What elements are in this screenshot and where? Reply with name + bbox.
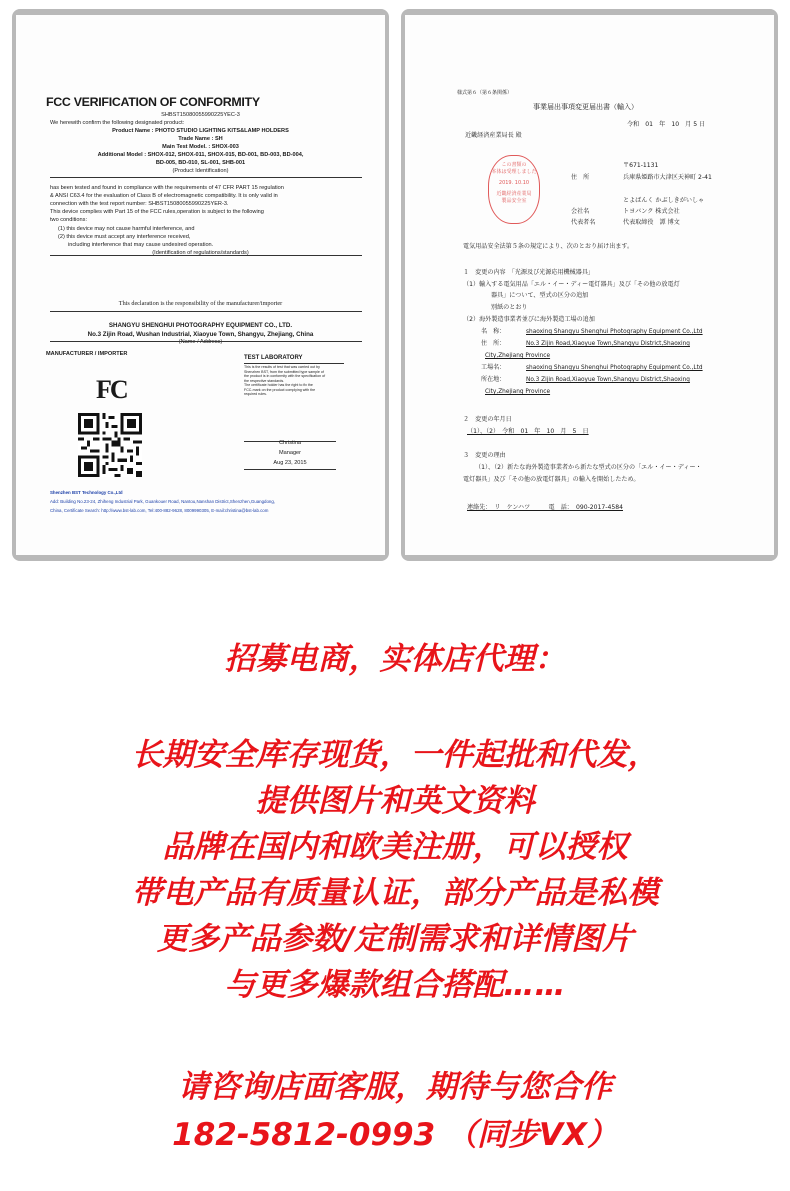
fcc-logo: FC [96, 375, 127, 404]
stamp-text: 製品安全室 [501, 198, 527, 204]
fcc-additional-models-1: Additional Model : SHOX-012, SHOX-011, SHOX-015, BD-001, BD-003, BD-004, [97, 152, 304, 158]
promo-cta: 请咨询店面客服，期待与您合作 [178, 1069, 612, 1105]
fcc-manufacturer-label: MANUFACTURER / IMPORTER [46, 351, 128, 357]
jp-section-3: ３ 変更の理由 [463, 452, 506, 459]
divider [244, 363, 344, 364]
jp-address-label: 住 所 [571, 174, 590, 181]
jp-maker-address: No.3 Zijin Road,Xiaoyue Town,Shangyu District,Shaoxing [526, 341, 690, 347]
fcc-signer: Christina [278, 440, 302, 446]
jp-title: 事業届出事項変更届出書（輸入） [533, 103, 638, 111]
fcc-footer-company: Shenzhen BST Technology Co.,Ltd [50, 490, 123, 495]
jp-section-1-item-1c: 別紙のとおり [491, 304, 528, 311]
jp-section-1-item-1b: 器具」について、型式の区分の追加 [491, 292, 589, 299]
divider [50, 341, 362, 342]
lab-note-line: The certificate holder has the right to fix the [244, 383, 313, 387]
lab-note-line: FCC-mark on the product complying with the [244, 387, 316, 392]
promo-phone: 182-5812-0993 （同步VX） [172, 1117, 618, 1153]
jp-section-2-date: （1）、（2） 令和 01 年 10 月 5 日 [467, 428, 589, 435]
fcc-responsibility: This declaration is the responsibility of the manufacturer/importer [118, 300, 283, 307]
signature-line [244, 469, 336, 470]
stamp-date: 2019. 10.10 [498, 180, 530, 186]
jp-company-label: 会社名 [571, 208, 590, 215]
fcc-certificate [16, 15, 385, 555]
jp-factory-name: shaoxing Shangyu Shenghui Photography Equipment Co.,Ltd [526, 365, 703, 371]
jp-section-1-item-2: （2）海外製造事業者並びに海外製造工場の追加 [463, 316, 595, 323]
jp-company-value: トヨバンク 株式会社 [623, 208, 680, 215]
fcc-body-2: & ANSI C63.4 for the evaluation of Class B of electromagnetic compatibility. It is only valid in [50, 193, 278, 199]
fcc-intro: We herewith confirm the following designated product: [50, 120, 185, 126]
lab-note-line: the product is in conformity with the specification of [244, 374, 326, 378]
fcc-product-name: Product Name : PHOTO STUDIO LIGHTING KITS&LAMP HOLDERS [112, 128, 289, 134]
fcc-company-address: No.3 Zijin Road, Wushan Industrial, Xiaoyue Town, Shangyu, Zhejiang, China [87, 331, 314, 338]
fcc-lab-note [244, 365, 340, 397]
jp-maker-city: City,Zhejiang Province [485, 353, 551, 359]
fcc-company-name: SHANGYU SHENGHUI PHOTOGRAPHY EQUIPMENT CO., LTD. [108, 322, 293, 329]
fcc-condition-1: (1) this device may not cause harmful interference, and [58, 226, 195, 232]
fcc-regulation-id: (Identification of regulations/standards) [152, 250, 249, 256]
fcc-body-5: two conditions: [50, 217, 88, 223]
jp-section-1: １ 変更の内容 「光源及び光源応用機械器具」 [463, 269, 595, 276]
lab-note-line: Shenzhen BST, from the submitted type sample of [244, 369, 324, 374]
jp-date: 令和 01 年 10 月 5 日 [627, 121, 706, 128]
promo-line-4: 带电产品有质量认证，部分产品是私模 [131, 875, 659, 911]
jp-section-3-line-a: （1）、（2）新たな海外製造事業者から新たな型式の区分の「エル・イー・ディー・ [475, 464, 702, 471]
lab-note-line: This is the results of test that was carried out by [244, 365, 320, 369]
received-stamp [488, 155, 540, 224]
promo-line-5: 更多产品参数/定制需求和详情图片 [156, 921, 634, 957]
promo-line-3: 品牌在国内和欧美注册，可以授权 [162, 829, 628, 865]
fcc-body-3: connection with the test report number: SHBST15080055990225YER-3. [50, 201, 229, 207]
fcc-title: FCC VERIFICATION OF CONFORMITY [46, 95, 260, 109]
fcc-condition-2: (2) this device must accept any interference received, [58, 234, 191, 240]
fcc-footer [50, 488, 275, 515]
stamp-text: 本体は受理しました [491, 169, 537, 175]
fcc-trade-name: Trade Name : SH [178, 136, 223, 142]
fcc-footer-contact: China, Certificate Search: http://www.bst-lab.com, Tel:400-882-9628, 8009990305, E-mail:christina@bst-lab.com [50, 508, 269, 513]
jp-notification-document [405, 15, 774, 555]
jp-factory-city: City,Zhejiang Province [485, 389, 551, 395]
jp-maker-name-label: 名 称： [481, 328, 506, 335]
jp-section-3-line-b: 電灯器具」及び「その他の放電灯器具」の輸入を開始したため。 [463, 476, 640, 483]
qr-code-icon [78, 413, 142, 477]
fcc-product-identification: (Product Identification) [172, 168, 229, 174]
fcc-additional-models-2: BD-005, BD-010, SL-001, SHB-001 [155, 160, 246, 166]
jp-address-value: 兵庫県姫路市大津区天神町 2-41 [623, 174, 712, 181]
jp-factory-name-label: 工場名： [481, 364, 506, 371]
promo-line-6: 与更多爆款组合搭配…… [224, 967, 566, 1003]
jp-lead-text: 電気用品安全法第５条の規定により、次のとおり届け出ます。 [463, 243, 634, 250]
stamp-text: この書類の [501, 162, 527, 168]
jp-maker-address-label: 住 所： [481, 340, 506, 347]
jp-representative-label: 代表者名 [571, 219, 596, 226]
promo-line-1: 长期安全库存现货，一件起批和代发， [131, 737, 659, 773]
jp-factory-location-label: 所在地： [481, 376, 506, 383]
fcc-signer-title: Manager [278, 450, 302, 456]
divider [50, 311, 362, 312]
jp-form-number: 様式第６（第６条関係） [457, 90, 513, 96]
fcc-sign-date: Aug 23, 2015 [273, 460, 307, 466]
fcc-main-model: Main Test Model. : SHOX-003 [162, 144, 239, 150]
jp-company-kana: とよばんく かぶしきがいしゃ [623, 197, 705, 204]
fcc-cert-number: SHBST15080055990225YEC-3 [161, 112, 240, 118]
fcc-name-address-label: (Name / Address) [178, 339, 223, 345]
jp-factory-address: No.3 Zijin Road,Xiaoyue Town,Shangyu District,Shaoxing [526, 377, 690, 383]
jp-document-frame [401, 9, 778, 561]
fcc-condition-3: including interference that may cause undesired operation. [68, 242, 214, 248]
promo-line-2: 提供图片和英文资料 [255, 783, 535, 819]
divider [50, 177, 362, 178]
fcc-footer-address: Add: Building No.23-24, Zhiheng Industrial Park, Guankouer Road, Nantou,Nanshan District,Shenzhen,Guangdong, [50, 499, 276, 504]
stamp-text: 近畿経済産業局 [496, 191, 532, 197]
lab-note-line: required rules. [244, 392, 267, 396]
fcc-test-lab-label: TEST LABORATORY [244, 355, 303, 361]
jp-maker-name: shaoxing Shangyu Shenghui Photography Equipment Co.,Ltd [526, 329, 703, 335]
jp-postal-code: 〒671-1131 [623, 162, 659, 169]
lab-note-line: the respective standards. [244, 378, 285, 383]
fcc-certificate-frame [12, 9, 389, 561]
jp-addressee: 近畿経済産業局長 殿 [465, 132, 522, 139]
fcc-body-1: has been tested and found in compliance with the requirements of 47 CFR PART 15 regulation [50, 185, 284, 191]
jp-section-1-item-1a: （1）輸入する電気用品「エル・イー・ディー電灯器具」及び「その他の放電灯 [463, 281, 680, 288]
jp-section-2: ２ 変更の年月日 [463, 416, 512, 423]
promo-headline: 招募电商，实体店代理： [224, 641, 566, 677]
jp-representative-value: 代表取締役 譚 博文 [623, 219, 680, 226]
fcc-body-4: This device complies with Part 15 of the FCC rules,operation is subject to the following [50, 209, 264, 215]
jp-contact: 連絡先： リ ケンハツ 電 話： 090-2017-4584 [467, 504, 623, 511]
